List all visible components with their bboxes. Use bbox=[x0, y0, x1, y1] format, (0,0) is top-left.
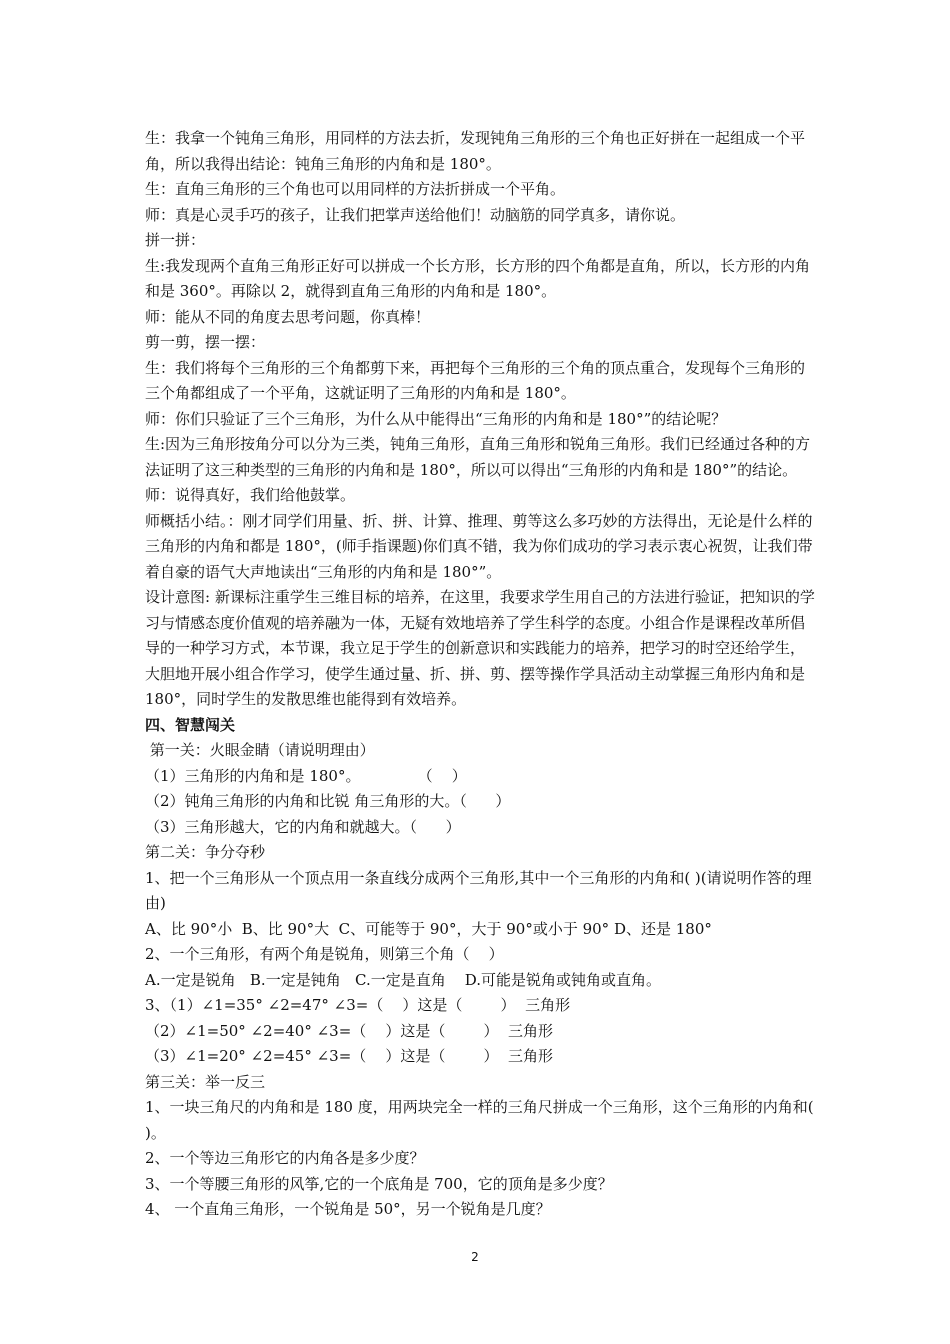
paragraph: （3）∠1=20° ∠2=45° ∠3=（ ）这是（ ） 三角形 bbox=[145, 1047, 554, 1065]
paragraph: 3、一个等腰三角形的风筝,它的一个底角是 700，它的顶角是多少度？ bbox=[145, 1174, 613, 1193]
paragraph: 拼一拼： bbox=[145, 231, 206, 249]
paragraph: （3）三角形越大，它的内角和就越大。（ ） bbox=[145, 817, 461, 836]
paragraph: 第二关：争分夺秒 bbox=[145, 843, 266, 861]
paragraph: 师：真是心灵手巧的孩子，让我们把掌声送给他们！动脑筋的同学真多，请你说。 bbox=[145, 205, 686, 224]
paragraph: 生：直角三角形的三个角也可以用同样的方法折拼成一个平角。 bbox=[145, 180, 566, 198]
paragraph: A.一定是锐角 B.一定是钝角 C.一定是直角 D.可能是锐角或钝角或直角。 bbox=[145, 970, 662, 989]
paragraph: 1、一块三角尺的内角和是 180 度，用两块完全一样的三角尺拼成一个三角形，这个三角形的内角和( )。 bbox=[145, 1098, 847, 1142]
paragraph: 师：能从不同的角度去思考问题，你真棒！ bbox=[145, 307, 431, 326]
paragraph: 3、（1）∠1=35° ∠2=47° ∠3=（ ）这是（ ） 三角形 bbox=[145, 996, 571, 1014]
paragraph: 生：我们将每个三角形的三个角都剪下来，再把每个三角形的三个角的顶点重合，发现每个三角形的三个角都组成了一个平角，这就证明了三角形的内角和是 180°。 bbox=[145, 358, 806, 402]
paragraph: 2、一个三角形，有两个角是锐角，则第三个角（ ） bbox=[145, 945, 504, 963]
paragraph: 生:我发现两个直角三角形正好可以拼成一个长方形，长方形的四个角都是直角，所以，长方形的内角和是 360°。再除以 2，就得到直角三角形的内角和是 180°。 bbox=[145, 256, 811, 300]
page-number: 2 bbox=[471, 1250, 479, 1264]
paragraph: 1、把一个三角形从一个顶点用一条直线分成两个三角形,其中一个三角形的内角和( )(请说明作答的理由) bbox=[145, 868, 812, 912]
paragraph: A、比 90°小 B、比 90°大 C、可能等于 90°，大于 90°或小于 90° D、还是 180° bbox=[145, 919, 712, 938]
document-body bbox=[145, 126, 847, 1223]
paragraph: 设计意图: 新课标注重学生三维目标的培养，在这里，我要求学生用自己的方法进行验证，把知识的学习与情感态度价值观的培养融为一体，无疑有效地培养了学生科学的态度。小组合作是课程改革所倡导的一种学习方式，本节课，我立足于学生的创新意识和实践能力的培养，把学习的时空还给学生，大胆地开展小组合作学习，使学生通过量、折、拼、剪、摆等操作学具活动主动掌握三角形内角和是 180°，同时学生的发散思维也能得到有效培养。 bbox=[145, 588, 815, 708]
paragraph: 2、一个等边三角形它的内角各是多少度？ bbox=[145, 1149, 425, 1167]
paragraph: 生：我拿一个钝角三角形，用同样的方法去折，发现钝角三角形的三个角也正好拼在一起组成一个平角，所以我得出结论：钝角三角形的内角和是 180°。 bbox=[145, 129, 806, 173]
paragraph: 师概括小结。：刚才同学们用量、折、拼、计算、推理、剪等这么多巧妙的方法得出，无论是什么样的三角形的内角和都是 180°，(师手指课题)你们真不错，我为你们成功的学习表示衷心祝贺，让我们带着自豪的语气大声地读出“三角形的内角和是 180°”。 bbox=[145, 511, 813, 581]
paragraph: 剪一剪，摆一摆： bbox=[145, 333, 266, 351]
paragraph: 第三关：举一反三 bbox=[145, 1072, 266, 1091]
paragraph: （1）三角形的内角和是 180°。 （ ） bbox=[145, 766, 467, 785]
paragraph: （2）∠1=50° ∠2=40° ∠3=（ ）这是（ ） 三角形 bbox=[145, 1021, 554, 1040]
paragraph: 生:因为三角形按角分可以分为三类，钝角三角形，直角三角形和锐角三角形。我们已经通过各种的方法证明了这三种类型的三角形的内角和是 180°，所以可以得出“三角形的内角和是 180°”的结论。 bbox=[145, 435, 811, 479]
paragraph: 师：说得真好，我们给他鼓掌。 bbox=[145, 486, 356, 504]
paragraph: 第一关：火眼金睛（请说明理由） bbox=[145, 741, 375, 759]
section-heading: 四、智慧闯关 bbox=[145, 715, 236, 734]
paragraph: 4、 一个直角三角形，一个锐角是 50°，另一个锐角是几度？ bbox=[145, 1200, 551, 1218]
paragraph: 师：你们只验证了三个三角形，为什么从中能得出“三角形的内角和是 180°”的结论呢？ bbox=[145, 409, 727, 428]
paragraph: （2）钝角三角形的内角和比锐 角三角形的大。（ ） bbox=[145, 792, 511, 810]
